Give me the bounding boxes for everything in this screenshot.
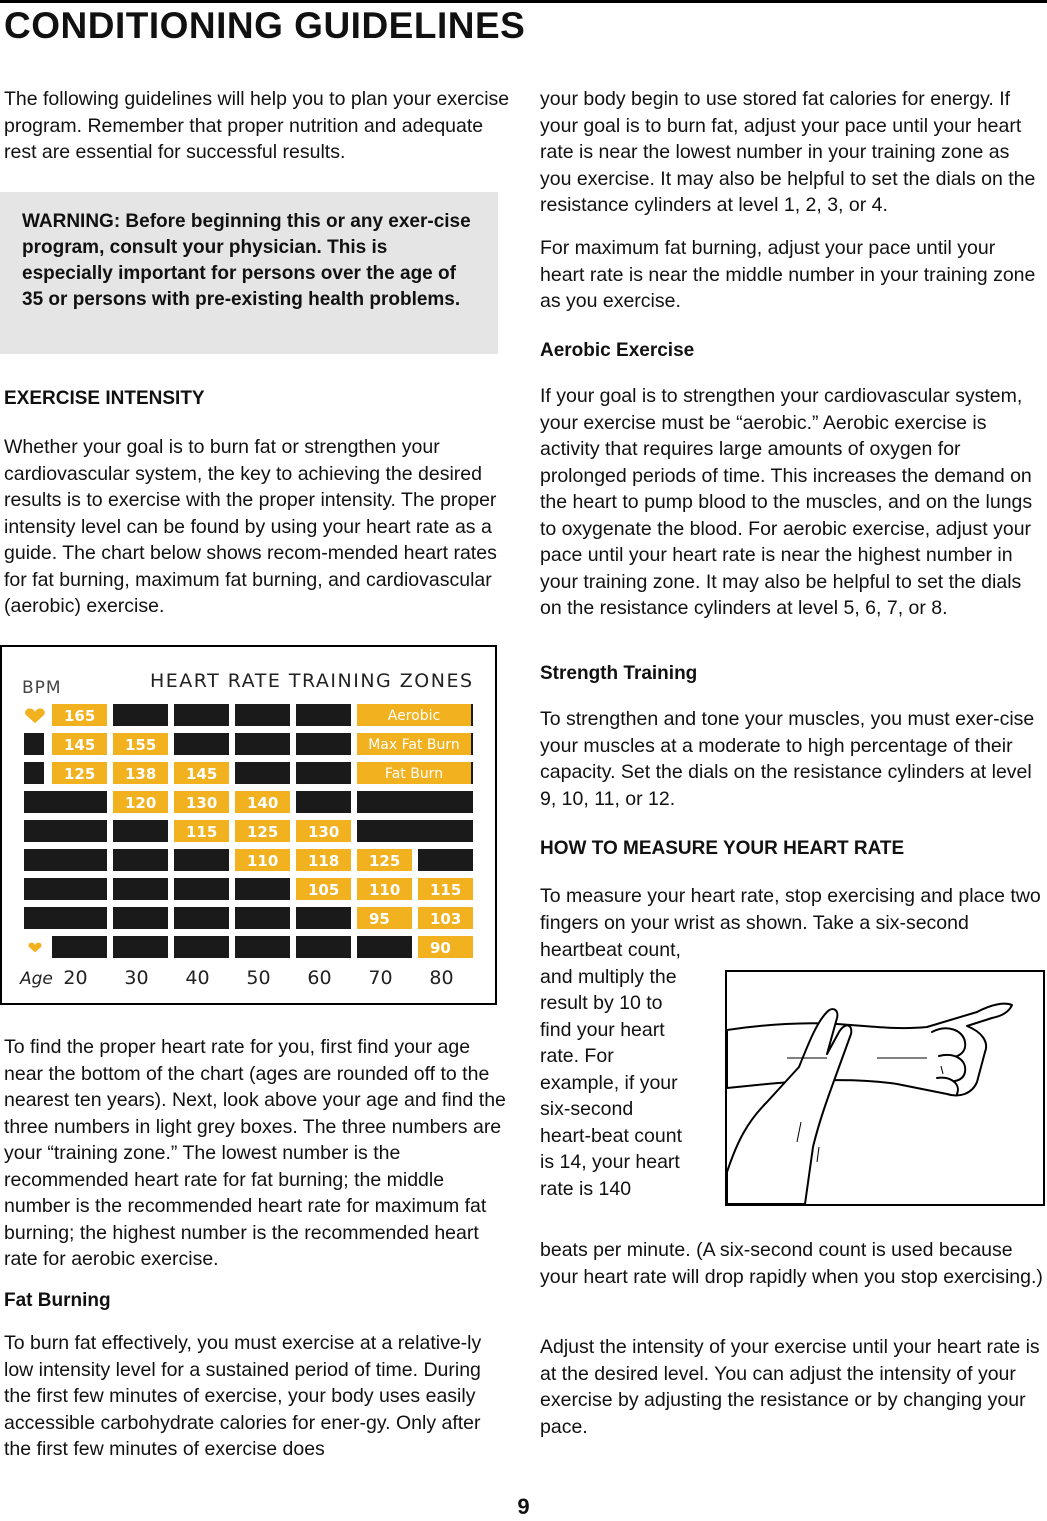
dark-cell	[296, 936, 351, 958]
left-edge-cell	[24, 733, 44, 755]
age-tick-label: 80	[429, 967, 454, 989]
zone-value: 120	[125, 794, 157, 812]
zone-value: 145	[186, 765, 218, 783]
dark-cell	[174, 936, 229, 958]
zone-value: 103	[430, 910, 462, 928]
strength-heading: Strength Training	[540, 663, 698, 684]
dark-cell	[113, 849, 168, 871]
left-wide-cell	[24, 791, 106, 813]
exercise-intensity-heading: EXERCISE INTENSITY	[4, 388, 205, 409]
zone-value: 110	[369, 881, 401, 899]
strength-body: To strengthen and tone your muscles, you must exer-cise your muscles at a moderate to high percentage of their capacity. Set the dials on the resistance cylinders at level 9, 10, 11, or 12.	[540, 708, 1035, 810]
dark-cell	[296, 791, 351, 813]
dark-cell	[235, 733, 290, 755]
heart-rate-chart-svg	[2, 647, 495, 1003]
dark-cell	[235, 704, 290, 726]
dark-cell	[296, 762, 351, 784]
age-tick-label: 40	[185, 967, 210, 989]
left-edge-cell	[24, 762, 44, 784]
dark-cell	[174, 733, 229, 755]
age-tick-label: 70	[368, 967, 393, 989]
dark-cell	[113, 907, 168, 929]
dark-cell	[296, 704, 351, 726]
zone-value: 145	[64, 736, 96, 754]
zone-value: 115	[186, 823, 218, 841]
exercise-intensity-body: Whether your goal is to burn fat or strengthen your cardiovascular system, the key to achieving the desired results is to exercise with the proper intensity. The proper intensity level can be found by using your heart rate as a guide. The chart below shows recom-mended heart rates for fat burning, maximum fat burning, and cardiovascular (aerobic) exercise.	[4, 436, 497, 617]
dark-cell	[296, 907, 351, 929]
zone-value: 125	[64, 765, 96, 783]
right-wide-cell	[357, 820, 471, 842]
fat-burning-heading: Fat Burning	[4, 1290, 111, 1311]
measure-body-bottom: beats per minute. (A six-second count is used because your heart rate will drop rapidly when you stop exercising.)	[540, 1239, 1043, 1288]
aerobic-body: If your goal is to strengthen your cardiovascular system, your exercise must be “aerobic.” Aerobic exercise is activity that requires large amounts of oxygen for prolonged periods of time. This increases the demand on the heart to pump blood to the muscles, and on the lungs to oxygenate the blood. For aerobic exercise, adjust your pace until your heart rate is near the highest number in your training zone. It may also be helpful to set the dials on the resistance cylinders at level 5, 6, 7, or 8.	[540, 385, 1033, 619]
left-wide-cell	[24, 820, 106, 842]
dark-cell	[113, 936, 168, 958]
left-wide-cell	[24, 907, 106, 929]
top-rule	[0, 0, 1047, 3]
age-tick-label: 30	[124, 967, 149, 989]
dark-cell	[113, 820, 168, 842]
intro-paragraph: The following guidelines will help you to plan your exercise program. Remember that proper nutrition and adequate rest are essential for successful results.	[4, 88, 510, 163]
warning-text: WARNING: Before beginning this or any exer-cise program, consult your physician. This is especially important for persons over the age of 35 or persons with pre-existing health problems.	[22, 211, 471, 310]
wrist-pulse-illustration	[725, 970, 1045, 1206]
zone-value: 138	[125, 765, 157, 783]
zone-value: 105	[308, 881, 340, 899]
legend-label: Max Fat Burn	[368, 737, 460, 753]
zone-value: 115	[430, 881, 462, 899]
measure-heading: HOW TO MEASURE YOUR HEART RATE	[540, 838, 905, 859]
zone-value: 130	[186, 794, 218, 812]
zone-value: 130	[308, 823, 340, 841]
heart-icon-large	[25, 708, 45, 723]
page-title: CONDITIONING GUIDELINES	[4, 5, 526, 46]
dark-cell	[357, 936, 412, 958]
dark-cell	[296, 733, 351, 755]
zone-value: 165	[64, 707, 96, 725]
left-wide-cell	[24, 878, 106, 900]
left-wide-cell	[24, 849, 106, 871]
dark-cell	[113, 878, 168, 900]
zone-value: 118	[308, 852, 340, 870]
zone-value: 125	[369, 852, 401, 870]
heart-rate-chart	[0, 645, 497, 1005]
warning-box	[0, 192, 498, 354]
legend-label: Fat Burn	[384, 766, 444, 782]
fat-burning-continued: your body begin to use stored fat calories for energy. If your goal is to burn fat, adjust your pace until your heart rate is near the lowest number in your training zone as you exercise. It may also be helpful to set the dials on the resistance cylinders at level 1, 2, 3, or 4.	[540, 88, 1036, 216]
dark-cell	[52, 936, 107, 958]
right-wide-cell	[357, 791, 471, 813]
dark-cell	[235, 907, 290, 929]
x-axis-label: Age	[20, 969, 53, 989]
y-axis-label: BPM	[22, 678, 62, 698]
dark-cell	[418, 849, 473, 871]
measure-body-side: heartbeat count, and multiply the result by 10 to find your heart rate. For example, if your six-second heart-beat count is 14, your heart rate is 140	[540, 939, 683, 1200]
dark-cell	[235, 878, 290, 900]
dark-cell	[235, 762, 290, 784]
dark-cell	[174, 704, 229, 726]
legend-label: Aerobic	[387, 708, 441, 724]
zone-value: 110	[247, 852, 279, 870]
hand-wrist-drawing	[727, 972, 1043, 1204]
page-number: 9	[517, 1494, 530, 1519]
chart-title: HEART RATE TRAINING ZONES	[150, 670, 474, 692]
aerobic-heading: Aerobic Exercise	[540, 340, 695, 361]
fat-burning-body: To burn fat effectively, you must exercise at a relative-ly low intensity level for a sustained period of time. During the first few minutes of exercise, your body uses easily accessible carbohydrate calories for ener-gy. Only after the first few minutes of exercise does	[4, 1332, 482, 1460]
dark-cell	[174, 907, 229, 929]
dark-cell	[174, 849, 229, 871]
age-tick-label: 60	[307, 967, 332, 989]
dark-cell	[235, 936, 290, 958]
zone-value: 125	[247, 823, 279, 841]
age-tick-label: 50	[246, 967, 271, 989]
adjust-intensity-paragraph: Adjust the intensity of your exercise until your heart rate is at the desired level. You can adjust the intensity of your exercise by adjusting the resistance or by changing your pace.	[540, 1336, 1040, 1438]
zone-value: 155	[125, 736, 157, 754]
max-fat-burn-paragraph: For maximum fat burning, adjust your pace until your heart rate is near the middle number in your training zone as you exercise.	[540, 237, 1036, 312]
zone-value: 90	[430, 939, 451, 957]
zone-value: 95	[369, 910, 390, 928]
measure-body-top: To measure your heart rate, stop exercising and place two fingers on your wrist as shown. Take a six-second	[540, 885, 1041, 934]
age-tick-label: 20	[63, 967, 88, 989]
dark-cell	[174, 878, 229, 900]
find-rate-paragraph: To find the proper heart rate for you, first find your age near the bottom of the chart (ages are rounded off to the nearest ten years). Next, look above your age and find the three numbers in light grey boxes. The three numbers are your “training zone.” The lowest number is the recommended heart rate for fat burning; the middle number is the recommended heart rate for maximum fat burning; the highest number is the recommended heart rate for aerobic exercise.	[4, 1036, 506, 1270]
dark-cell	[113, 704, 168, 726]
zone-value: 140	[247, 794, 279, 812]
heart-icon-small	[28, 943, 41, 953]
